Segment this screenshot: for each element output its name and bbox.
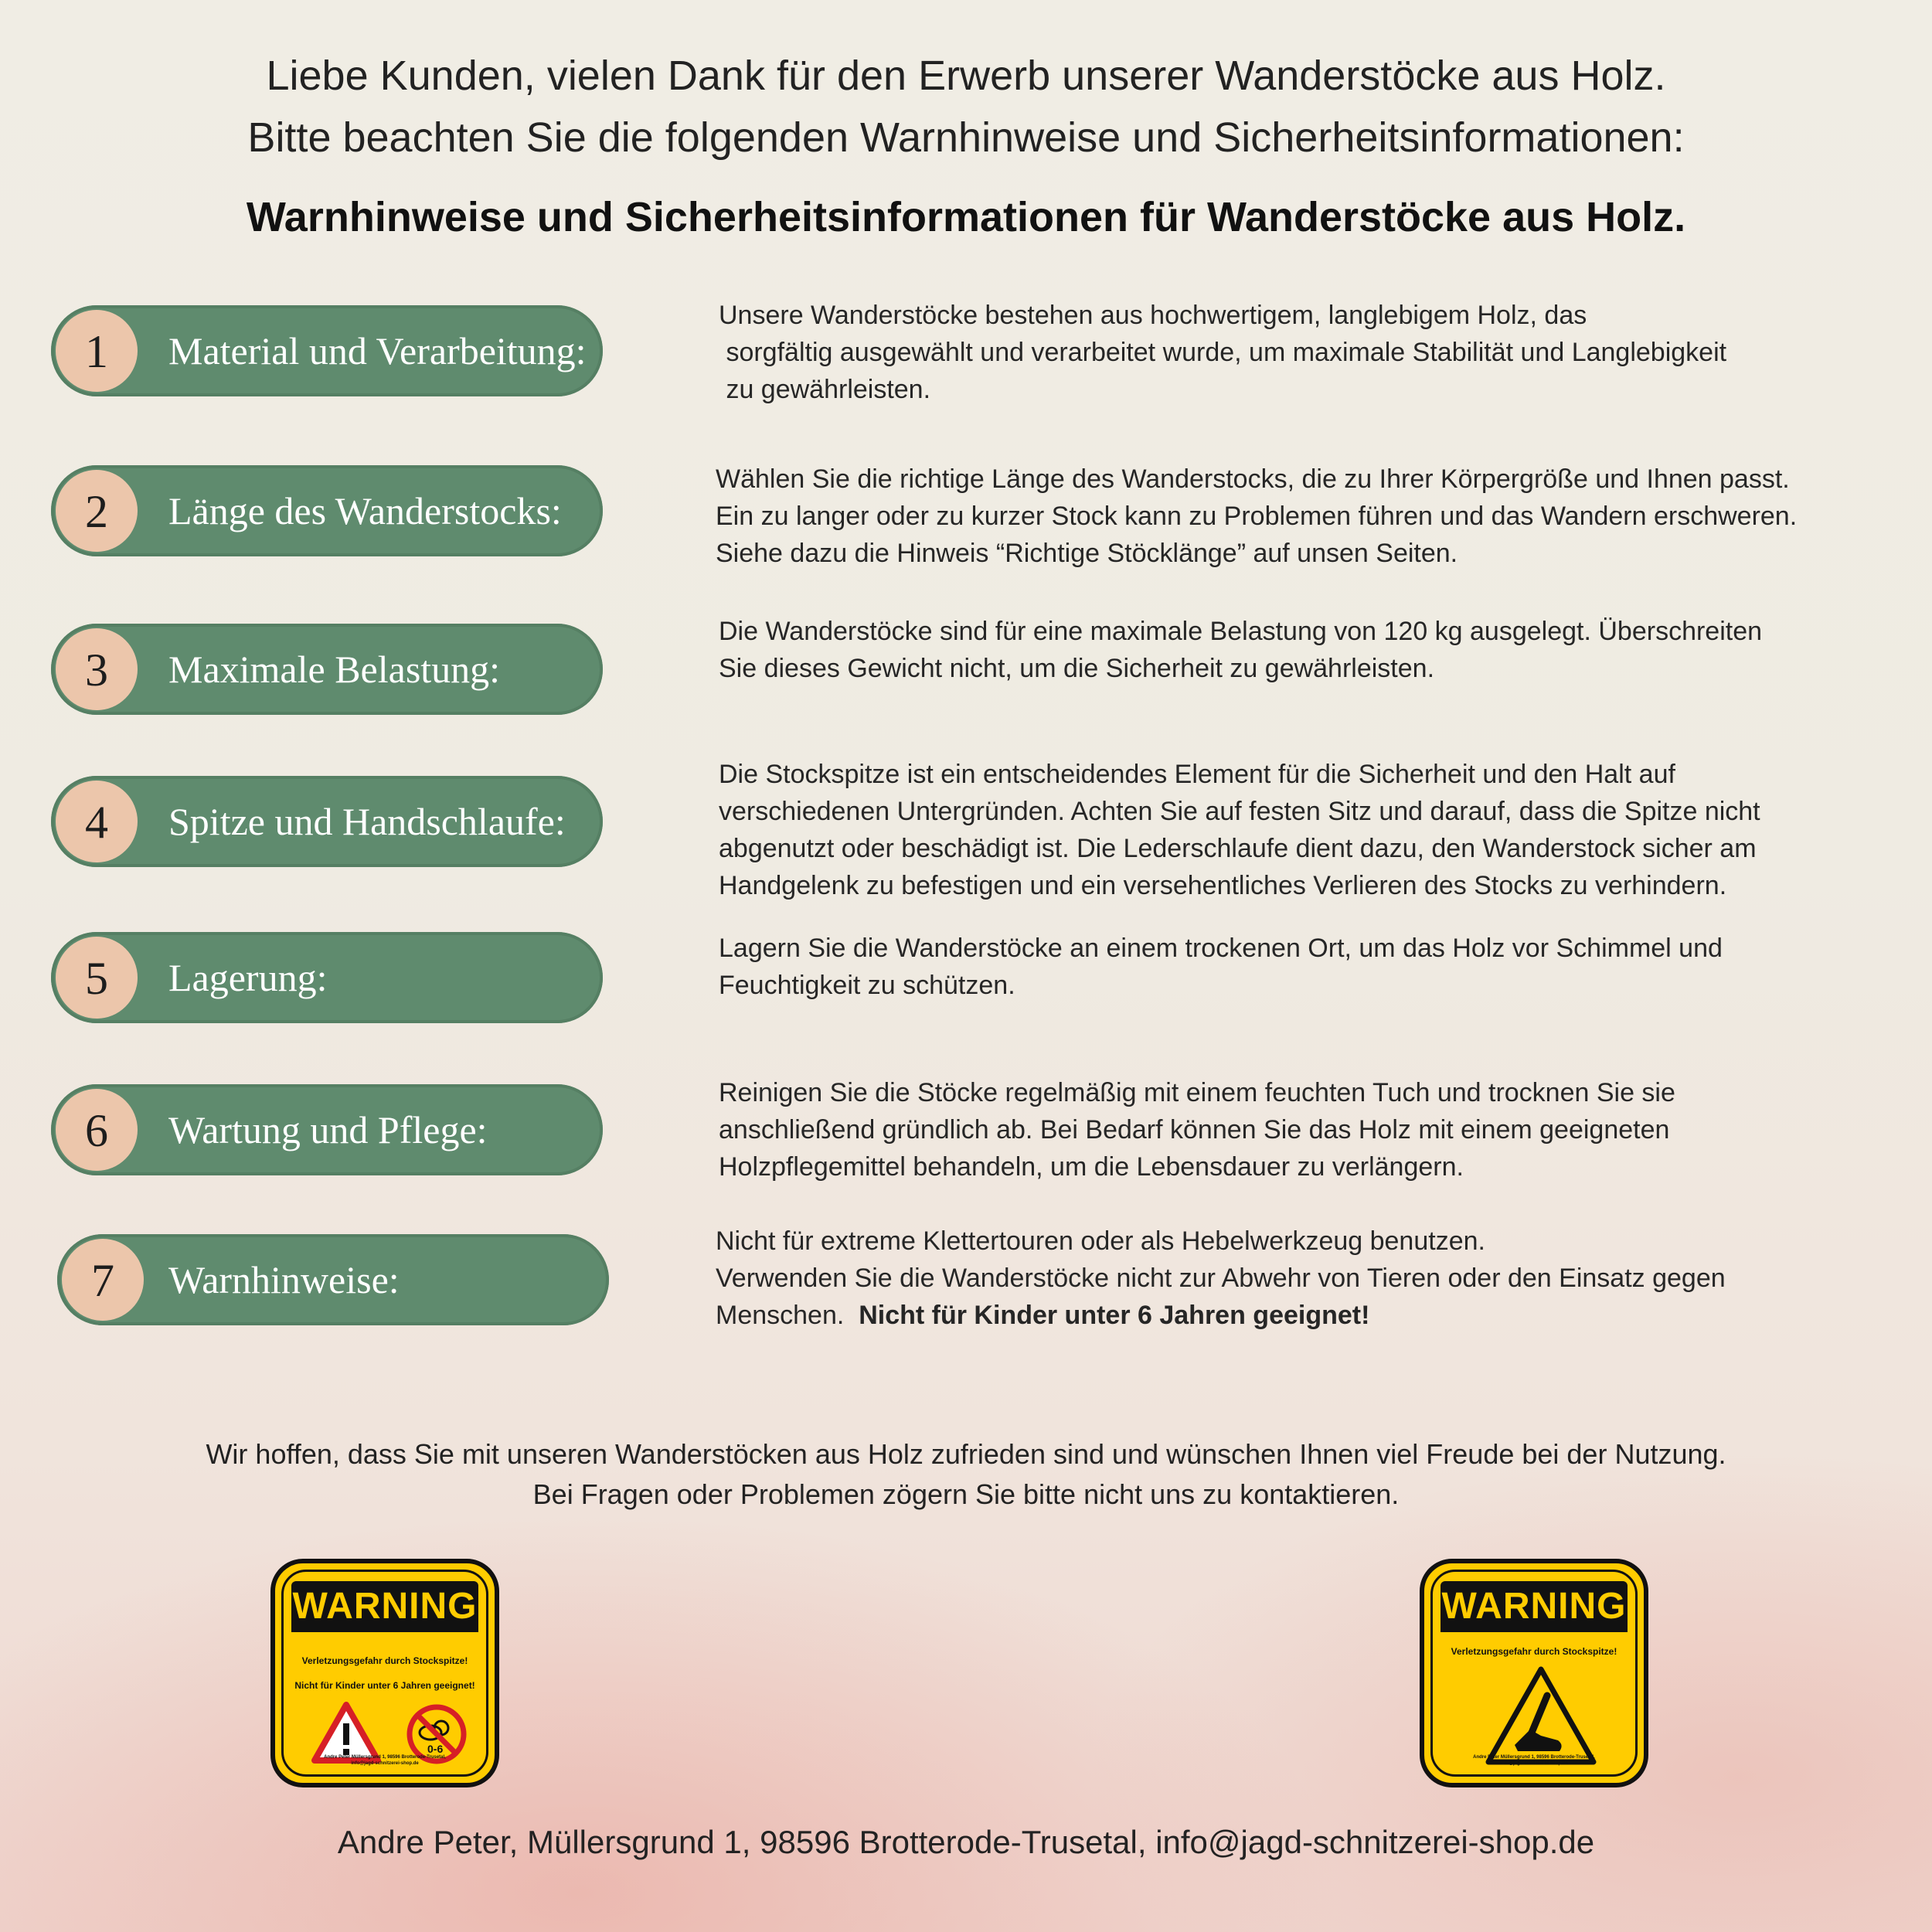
item-number-7: 7 <box>62 1239 144 1321</box>
page-title: Warnhinweise und Sicherheitsinformationen für Wanderstöcke aus Holz. <box>246 194 1686 240</box>
item-pill-5 <box>51 932 603 1023</box>
child-age-warning: Nicht für Kinder unter 6 Jahren geeignet! <box>859 1301 1370 1330</box>
description-line: Unsere Wanderstöcke bestehen aus hochwertigem, langlebigem Holz, das <box>719 301 1587 330</box>
description-line: Ein zu langer oder zu kurzer Stock kann zu Problemen führen und das Wandern erschweren. <box>716 502 1798 531</box>
item-pill-7 <box>57 1234 609 1325</box>
sign-footer-line: info@jagd-schnitzerei-shop.de <box>1500 1761 1568 1766</box>
description-line: Reinigen Sie die Stöcke regelmäßig mit einem feuchten Tuch und trocknen Sie sie <box>719 1078 1675 1107</box>
sign-footer <box>291 1754 478 1767</box>
sign-footer-line: info@jagd-schnitzerei-shop.de <box>351 1761 419 1766</box>
description-line: Handgelenk zu befestigen und ein versehentliches Verlieren des Stocks zu verhindern. <box>719 871 1727 900</box>
item-description-6 <box>719 1074 1901 1185</box>
warning-sign-children <box>270 1559 499 1787</box>
item-pill-1 <box>51 305 603 396</box>
item-number-3: 3 <box>56 628 138 710</box>
contact-footer: Andre Peter, Müllersgrund 1, 98596 Brotterode-Trusetal, info@jagd-schnitzerei-shop.de <box>337 1824 1595 1860</box>
age-label: 0-6 <box>427 1743 444 1755</box>
item-number-4: 4 <box>56 781 138 862</box>
description-line: anschließend gründlich ab. Bei Bedarf können Sie das Holz mit einem geeigneten <box>719 1115 1670 1145</box>
description-line: Nicht für extreme Klettertouren oder als Hebelwerkzeug benutzen. <box>716 1226 1485 1256</box>
foot-injury-warning-icon <box>1484 1665 1598 1767</box>
description-line: zu gewährleisten. <box>719 375 931 404</box>
item-number-2: 2 <box>56 470 138 552</box>
item-description-4 <box>719 756 1901 904</box>
item-label-3: Maximale Belastung: <box>168 648 501 691</box>
description-line <box>716 1297 1898 1334</box>
description-line: Die Wanderstöcke sind für eine maximale Belastung von 120 kg ausgelegt. Überschreiten <box>719 617 1763 646</box>
item-pill-3 <box>51 624 603 715</box>
description-text: Menschen. <box>716 1301 859 1330</box>
sign-line-1: Verletzungsgefahr durch Stockspitze! <box>301 1655 468 1666</box>
item-description-7 <box>716 1223 1898 1334</box>
description-line: Die Stockspitze ist ein entscheidendes Element für die Sicherheit und den Halt auf <box>719 760 1675 789</box>
item-description-2 <box>716 461 1898 572</box>
intro-line-2: Bitte beachten Sie die folgenden Warnhinweise und Sicherheitsinformationen: <box>247 114 1685 161</box>
description-line: Wählen Sie die richtige Länge des Wanderstocks, die zu Ihrer Körpergröße und Ihnen passt. <box>716 464 1790 494</box>
closing-line-2: Bei Fragen oder Problemen zögern Sie bitte nicht uns zu kontaktieren. <box>532 1478 1400 1510</box>
item-number-1: 1 <box>56 310 138 392</box>
item-label-5: Lagerung: <box>168 956 328 999</box>
item-pill-6 <box>51 1084 603 1175</box>
description-line: sorgfältig ausgewählt und verarbeitet wurde, um maximale Stabilität und Langlebigkeit <box>719 338 1727 367</box>
description-line: Lagern Sie die Wanderstöcke an einem trockenen Ort, um das Holz vor Schimmel und <box>719 934 1723 963</box>
item-description-3 <box>719 613 1901 687</box>
item-description-1 <box>719 297 1901 408</box>
intro-line-1: Liebe Kunden, vielen Dank für den Erwerb unserer Wanderstöcke aus Holz. <box>266 53 1666 99</box>
description-line: Sie dieses Gewicht nicht, um die Sicherheit zu gewährleisten. <box>719 654 1435 683</box>
description-line: abgenutzt oder beschädigt ist. Die Lederschlaufe dient dazu, den Wanderstock sicher am <box>719 834 1757 863</box>
description-line: Verwenden Sie die Wanderstöcke nicht zur Abwehr von Tieren oder den Einsatz gegen <box>716 1264 1726 1293</box>
warning-sign-stick-tip <box>1420 1559 1648 1787</box>
closing-line-1: Wir hoffen, dass Sie mit unseren Wanderstöcken aus Holz zufrieden sind und wünschen Ihnen viel Freude bei der Nutzung. <box>206 1438 1726 1470</box>
item-label-6: Wartung und Pflege: <box>168 1108 488 1151</box>
sign-frame <box>281 1570 488 1777</box>
sign-line-1: Verletzungsgefahr durch Stockspitze! <box>1451 1646 1617 1657</box>
item-number-6: 6 <box>56 1089 138 1171</box>
description-line: Feuchtigkeit zu schützen. <box>719 971 1015 1000</box>
description-line: verschiedenen Untergründen. Achten Sie auf festen Sitz und darauf, dass die Spitze nicht <box>719 797 1760 826</box>
item-label-1: Material und Verarbeitung: <box>168 329 587 372</box>
sign-line-2: Nicht für Kinder unter 6 Jahren geeignet! <box>294 1680 475 1691</box>
item-description-5 <box>719 930 1901 1004</box>
item-label-7: Warnhinweise: <box>168 1258 400 1301</box>
sign-frame <box>1430 1570 1638 1777</box>
description-line: Siehe dazu die Hinweis “Richtige Stöcklänge” auf unsen Seiten. <box>716 539 1458 568</box>
item-label-2: Länge des Wanderstocks: <box>168 489 562 532</box>
item-pill-4 <box>51 776 603 867</box>
sign-footer-line: Andre Peter Müllersgrund 1, 98596 Brotterode-Trusetal, <box>324 1755 446 1760</box>
sign-footer-line: Andre Peter Müllersgrund 1, 98596 Brotterode-Trusetal, <box>1473 1755 1595 1760</box>
sign-title: WARNING <box>1440 1581 1628 1632</box>
description-line: Holzpflegemittel behandeln, um die Lebensdauer zu verlängern. <box>719 1152 1464 1182</box>
item-pill-2 <box>51 465 603 556</box>
sign-title: WARNING <box>291 1581 478 1632</box>
sign-footer <box>1440 1754 1628 1767</box>
item-label-4: Spitze und Handschlaufe: <box>168 800 566 843</box>
item-number-5: 5 <box>56 937 138 1019</box>
